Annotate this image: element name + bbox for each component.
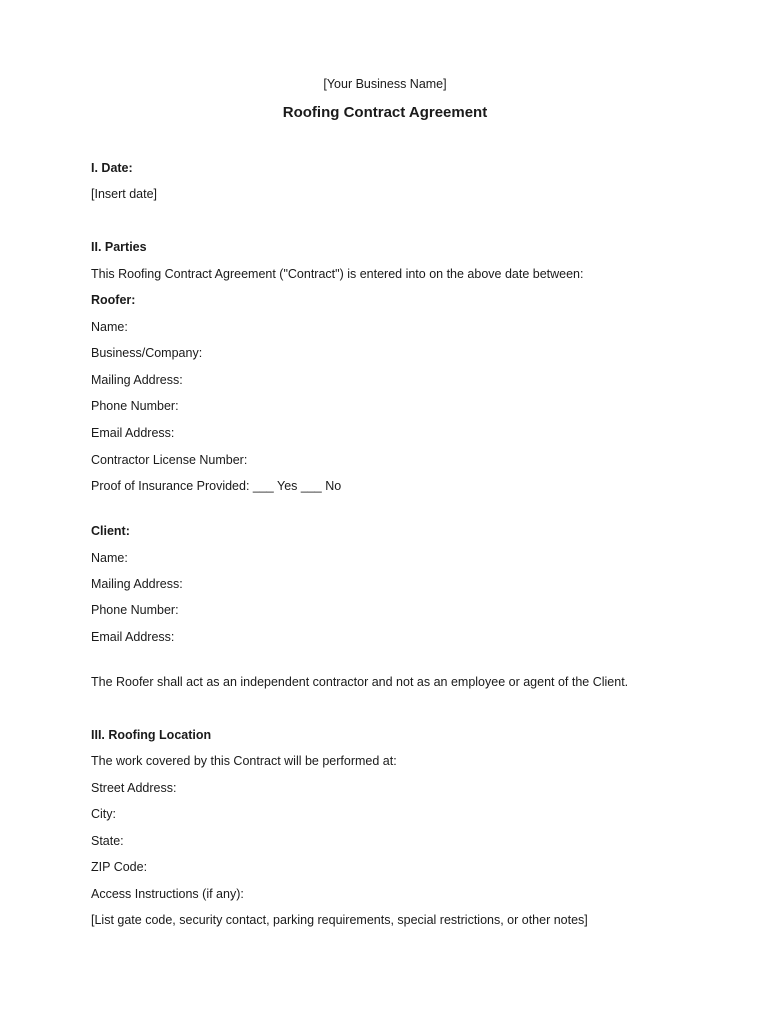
roofer-phone-label: Phone Number: bbox=[91, 399, 179, 413]
roofer-insurance-label: Proof of Insurance Provided: ___ Yes ___ No bbox=[91, 479, 342, 493]
parties-intro: This Roofing Contract Agreement ("Contract") is entered into on the above date between: bbox=[91, 267, 584, 281]
zip-code-label: ZIP Code: bbox=[91, 860, 148, 874]
date-heading: I. Date: bbox=[91, 161, 133, 175]
date-value: [Insert date] bbox=[91, 187, 158, 201]
business-name: [Your Business Name] bbox=[323, 77, 447, 91]
roofer-license-label: Contractor License Number: bbox=[91, 453, 248, 467]
street-address-label: Street Address: bbox=[91, 781, 177, 795]
roofer-business-label: Business/Company: bbox=[91, 346, 203, 360]
page-title: Roofing Contract Agreement bbox=[282, 104, 488, 121]
state-label: State: bbox=[91, 834, 124, 848]
roofer-email-label: Email Address: bbox=[91, 426, 175, 440]
access-instructions-note: [List gate code, security contact, parking requirements, special restrictions, or other notes] bbox=[91, 913, 588, 927]
client-phone-label: Phone Number: bbox=[91, 603, 179, 617]
client-heading: Client: bbox=[91, 524, 130, 538]
client-email-label: Email Address: bbox=[91, 630, 175, 644]
client-mailing-label: Mailing Address: bbox=[91, 577, 183, 591]
roofer-mailing-label: Mailing Address: bbox=[91, 373, 183, 387]
independence-statement: The Roofer shall act as an independent contractor and not as an employee or agent of the Client. bbox=[91, 675, 629, 689]
roofer-name-label: Name: bbox=[91, 320, 128, 334]
access-instructions-label: Access Instructions (if any): bbox=[91, 887, 244, 901]
client-name-label: Name: bbox=[91, 551, 128, 565]
location-intro: The work covered by this Contract will be performed at: bbox=[91, 754, 397, 768]
parties-heading: II. Parties bbox=[91, 240, 147, 254]
location-heading: III. Roofing Location bbox=[91, 728, 212, 742]
roofer-heading: Roofer: bbox=[91, 293, 136, 307]
city-label: City: bbox=[91, 807, 116, 821]
